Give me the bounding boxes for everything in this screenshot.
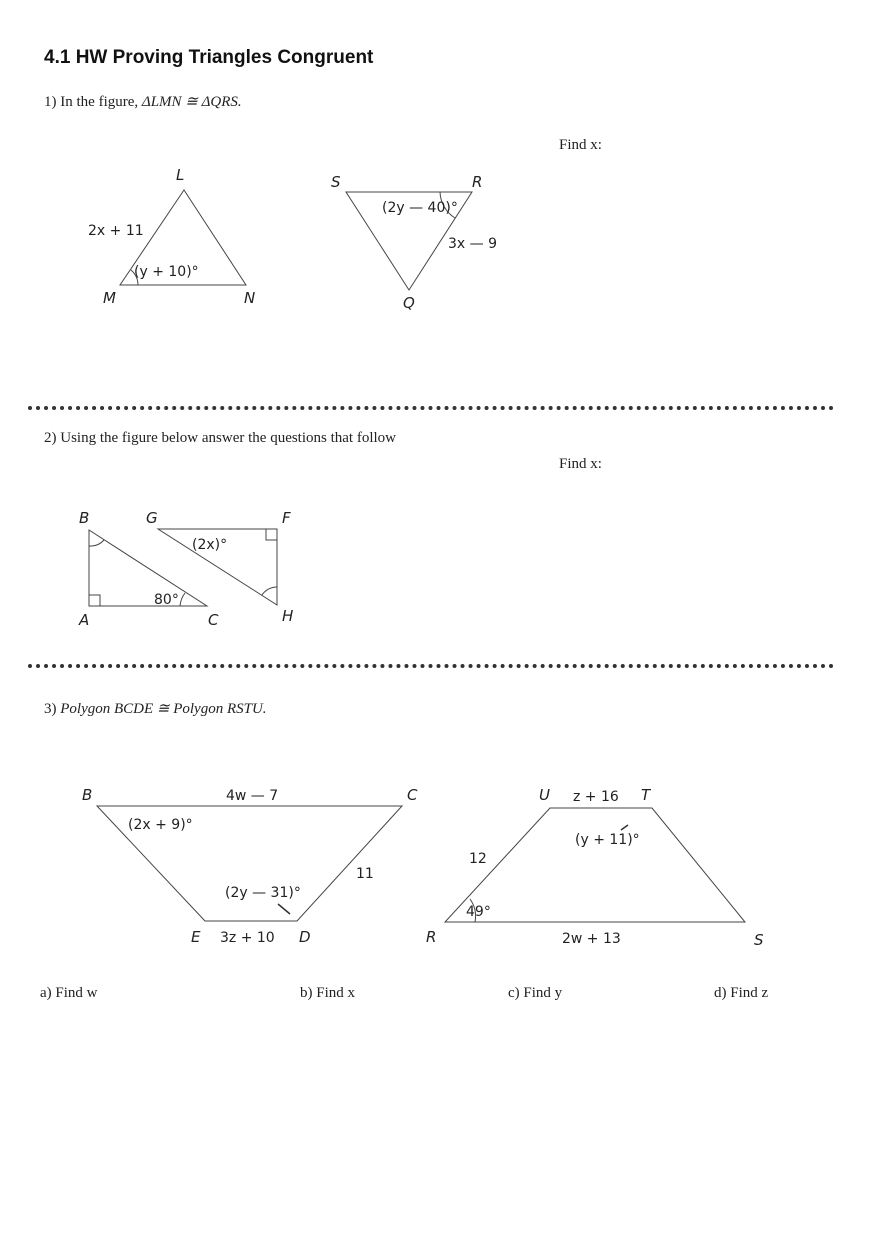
subquestion-c: c) Find y <box>508 985 563 1001</box>
angle-b-arc <box>89 540 104 546</box>
right-angle-a <box>89 595 100 606</box>
angle-d-label: (2y — 31)° <box>225 885 301 901</box>
worksheet-title: 4.1 HW Proving Triangles Congruent <box>44 47 374 68</box>
side-ut-label: z + 16 <box>573 789 619 805</box>
vertex-t: T <box>641 786 651 804</box>
angle-c-arc <box>180 593 185 606</box>
vertex-u: U <box>539 786 550 804</box>
vertex-s-3: S <box>754 931 764 949</box>
angle-r-label: (2y — 40)° <box>382 200 458 216</box>
problem-1-number: 1) <box>44 94 57 110</box>
angle-r-label-3: 49° <box>466 904 491 920</box>
subquestion-a: a) Find w <box>40 985 98 1001</box>
subquestion-b: b) Find x <box>300 985 356 1001</box>
angle-c-label: 80° <box>154 592 179 608</box>
problem-1-text: In the figure, <box>60 94 142 110</box>
vertex-f: F <box>282 509 291 527</box>
vertex-n: N <box>244 289 256 307</box>
angle-m-label: (y + 10)° <box>134 264 199 280</box>
problem-2-find-x: Find x: <box>559 456 602 472</box>
side-cd-label: 11 <box>356 866 374 882</box>
angle-gfh-label: (2x)° <box>192 537 228 553</box>
problem-3-number: 3) <box>44 701 57 717</box>
problem-2-text: Using the figure below answer the questions that follow <box>60 430 397 446</box>
angle-b-label: (2x + 9)° <box>128 817 193 833</box>
vertex-r: R <box>472 173 483 191</box>
vertex-h: H <box>282 607 294 625</box>
angle-d-tick <box>278 904 290 914</box>
vertex-c-3: C <box>407 786 418 804</box>
vertex-d-3: D <box>299 928 311 946</box>
vertex-g: G <box>146 509 158 527</box>
angle-t-label: (y + 11)° <box>575 832 640 848</box>
vertex-r-3: R <box>426 928 437 946</box>
angle-t-tick <box>621 825 628 830</box>
vertex-e-3: E <box>191 928 201 946</box>
problem-1-find-x: Find x: <box>559 137 602 153</box>
vertex-a: A <box>79 611 90 629</box>
side-bc-label: 4w — 7 <box>226 788 279 804</box>
side-ru-label: 12 <box>469 851 487 867</box>
side-ed-label: 3z + 10 <box>220 930 275 946</box>
problem-3-congruence: Polygon BCDE ≅ Polygon RSTU. <box>60 701 267 717</box>
side-lm-label: 2x + 11 <box>88 223 144 239</box>
side-rq-label: 3x — 9 <box>448 236 497 252</box>
subquestion-d: d) Find z <box>714 985 769 1001</box>
angle-h-arc <box>262 587 277 595</box>
vertex-l: L <box>176 166 185 184</box>
vertex-m: M <box>103 289 116 307</box>
vertex-q: Q <box>403 294 415 312</box>
problem-2-number: 2) <box>44 430 57 446</box>
vertex-b: B <box>79 509 90 527</box>
vertex-b-3: B <box>82 786 93 804</box>
vertex-c: C <box>208 611 219 629</box>
problem-1-congruence: ΔLMN ≅ ΔQRS. <box>141 94 242 110</box>
side-rs-label: 2w + 13 <box>562 931 621 947</box>
triangle-abc <box>89 530 207 606</box>
right-angle-f <box>266 529 277 540</box>
vertex-s: S <box>331 173 341 191</box>
